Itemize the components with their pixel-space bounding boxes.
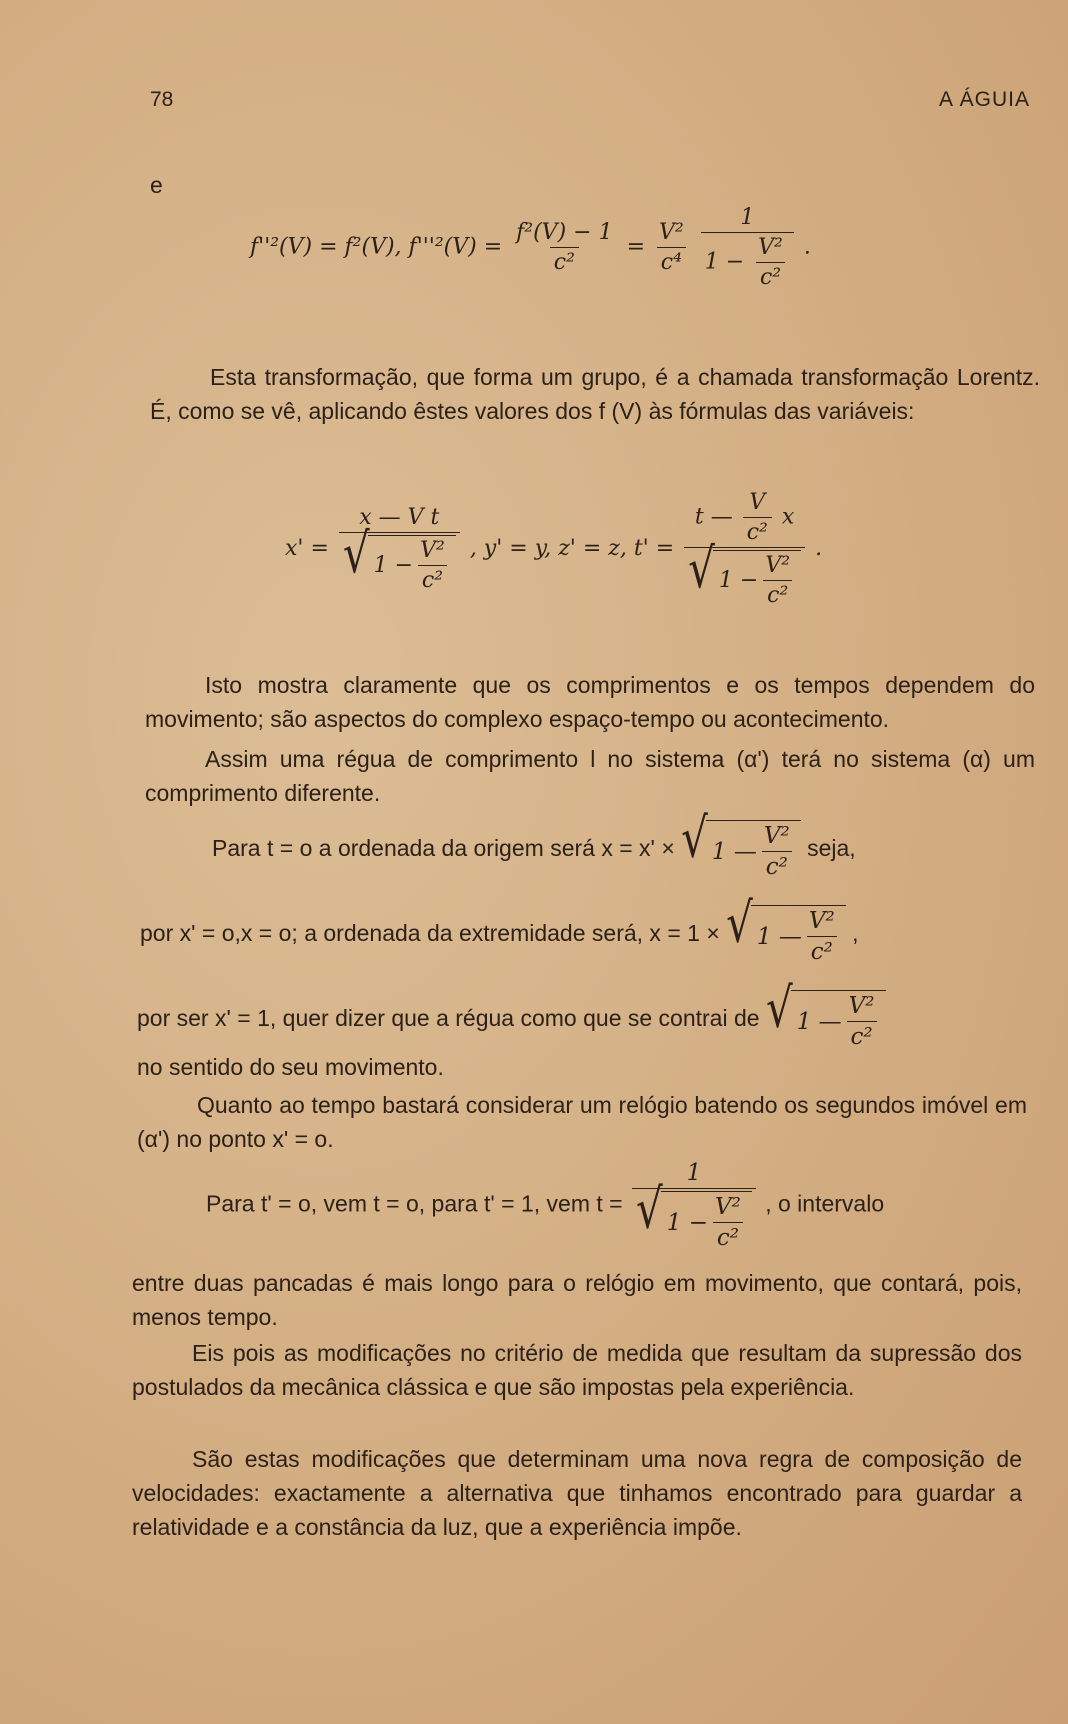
- eq2-t-inner-frac: [761, 553, 794, 608]
- line-para-t2-sqrt: [636, 1176, 752, 1251]
- eq2-x-frac: [339, 505, 460, 593]
- line-para-t-suffix: seja,: [807, 835, 856, 862]
- line-por-ser: [137, 975, 886, 1050]
- line-para-t2-inner-num: V²: [714, 1194, 741, 1220]
- running-head: A ÁGUIA: [938, 88, 1030, 111]
- eq1-frac1: [512, 220, 616, 275]
- equation-f-values: [250, 205, 811, 290]
- eq1-frac2: [655, 220, 688, 275]
- eq1-frac3-inner-den: c²: [756, 262, 785, 290]
- lead-word: e: [150, 172, 163, 198]
- line-para-t-sqrt-body: [706, 820, 801, 880]
- eq2-t-sqrt: [688, 536, 801, 608]
- eq2-x-inner-num: V²: [420, 538, 445, 563]
- eq1-frac2-num: V²: [659, 220, 684, 245]
- eq2-t-num-c2: c²: [743, 517, 772, 545]
- eq1-frac3: [701, 205, 794, 290]
- eq2-end: .: [815, 536, 823, 561]
- line-por-x-rad-pre: 1 —: [756, 923, 802, 950]
- eq2-t-num-x: x: [781, 504, 795, 530]
- eq1-lhs: f''²(V) = f²(V),: [250, 234, 402, 260]
- line-por-x-sqrt: [726, 890, 846, 965]
- line-por-x-num: V²: [808, 908, 835, 934]
- line-para-t2: [206, 1160, 884, 1251]
- line-por-ser-num: V²: [848, 993, 875, 1019]
- paragraph-comprimentos: Isto mostra claramente que os comprimentos e os tempos dependem do movimento; são aspectos do complexo espaço-tempo ou acontecimento.: [145, 672, 1035, 732]
- line-por-x-text: por x' = o,x = o; a ordenada da extremidade será, x = 1 ×: [140, 920, 720, 947]
- line-sentido: no sentido do seu movimento.: [137, 1054, 444, 1080]
- eq2-x-num: x — V t: [359, 505, 440, 530]
- line-por-x: [140, 890, 859, 965]
- eq2-t-inner-den: c²: [763, 580, 792, 608]
- paragraph-modificacoes: Eis pois as modificações no critério de medida que resultam da supressão dos postulados da mecânica clássica e que são impostas pela experiência.: [132, 1340, 1022, 1400]
- line-para-t2-sqrt-body: [661, 1191, 752, 1251]
- eq1-frac1-den: c²: [550, 247, 579, 275]
- radical-icon: √: [636, 1176, 663, 1241]
- eq2-t-den: [684, 536, 805, 608]
- eq1-frac2-den: c⁴: [657, 247, 686, 275]
- eq2-t-num-v: V: [749, 490, 766, 515]
- eq1-frac1-num: f²(V) − 1: [516, 220, 613, 245]
- eq2-x-inner-den: c²: [418, 565, 447, 593]
- radical-icon: √: [688, 536, 715, 600]
- line-para-t-sqrt: [681, 805, 801, 880]
- eq2-x-sqrt-body: [368, 535, 456, 593]
- paragraph-regua: Assim uma régua de comprimento l no sistema (α') terá no sistema (α) um comprimento diferente.: [145, 746, 1035, 806]
- line-para-t-text: Para t = o a ordenada da origem será x = x' ×: [212, 835, 675, 862]
- radical-icon: √: [726, 890, 753, 955]
- line-para-t2-inner-frac: [711, 1194, 745, 1251]
- eq2-t-num-frac: [743, 490, 772, 545]
- paragraph-pancadas: entre duas pancadas é mais longo para o relógio em movimento, que contará, pois, menos tempo.: [132, 1270, 1022, 1330]
- eq2-x-rad-pre: 1 −: [373, 553, 414, 578]
- paragraph-composicao: São estas modificações que determinam uma nova regra de composição de velocidades: exactamente a alternativa que tinhamos encontrado para guardar a relatividade e a constância da luz, que a experiência impõe.: [132, 1446, 1022, 1540]
- eq2-t-sqrt-body: [713, 550, 801, 608]
- eq1-frac3-inner: [754, 235, 787, 290]
- eq1-frac3-inner-num: V²: [758, 235, 783, 260]
- line-por-x-suffix: ,: [852, 920, 859, 947]
- line-para-t-den: c²: [762, 851, 792, 880]
- page-number: 78: [150, 88, 174, 111]
- line-para-t2-inner-den: c²: [713, 1222, 743, 1251]
- eq2-t-rad-pre: 1 −: [718, 568, 759, 593]
- eq2-x-inner-frac: [416, 538, 449, 593]
- eq2-t-frac: [684, 490, 805, 608]
- equation-lorentz: [285, 490, 822, 608]
- line-por-ser-sqrt: [765, 975, 886, 1050]
- line-para-t2-num: 1: [686, 1160, 702, 1186]
- eq2-t-inner-num: V²: [765, 553, 791, 578]
- line-para-t2-den: [632, 1176, 756, 1251]
- line-por-ser-sqrt-body: [791, 990, 886, 1050]
- paragraph-transformation: Esta transformação, que forma um grupo, é a chamada transformação Lorentz. É, como se vê, aplicando êstes valores dos f (V) às fórmulas das variáveis:: [150, 364, 1040, 424]
- line-por-ser-rad-pre: 1 —: [796, 1008, 842, 1035]
- line-para-t2-text: Para t' = o, vem t = o, para t' = 1, vem t =: [206, 1190, 623, 1217]
- page-header: [150, 88, 1040, 118]
- line-para-t-rad-pre: 1 —: [711, 838, 757, 865]
- line-para-t2-rad-pre: 1 −: [666, 1209, 708, 1236]
- eq2-t-num-pre: t —: [694, 504, 733, 530]
- eq1-f3: f'''²(V) =: [408, 234, 503, 260]
- line-para-t-num: V²: [763, 823, 790, 849]
- line-por-ser-den: c²: [847, 1021, 877, 1050]
- line-para-t: [212, 805, 856, 880]
- eq1-end: .: [803, 234, 811, 260]
- eq1-frac3-num: 1: [740, 205, 755, 230]
- radical-icon: √: [765, 975, 793, 1040]
- paragraph-tempo: Quanto ao tempo bastará considerar um relógio batendo os segundos imóvel em (α') no ponto x' = o.: [137, 1092, 1027, 1152]
- line-por-ser-text: por ser x' = 1, quer dizer que a régua como que se contrai de: [137, 1005, 760, 1032]
- eq1-equals: =: [626, 234, 646, 260]
- radical-icon: √: [342, 521, 370, 585]
- eq1-frac3-den: [701, 232, 794, 290]
- eq2-middle: , y' = y, z' = z, t' =: [469, 536, 675, 561]
- eq1-frac3-den-pre: 1 −: [704, 249, 745, 275]
- line-por-x-sqrt-body: [751, 905, 846, 965]
- line-por-x-frac: [805, 908, 839, 965]
- line-para-t2-suffix: , o intervalo: [765, 1190, 885, 1217]
- radical-icon: √: [681, 805, 708, 870]
- line-para-t-frac: [760, 823, 794, 880]
- line-por-x-den: c²: [807, 936, 837, 965]
- eq2-xprime: x' =: [285, 536, 329, 561]
- eq2-x-den: [339, 521, 460, 593]
- eq2-x-sqrt: [342, 521, 456, 593]
- line-para-t2-frac: [632, 1160, 756, 1251]
- line-por-ser-frac: [845, 993, 879, 1050]
